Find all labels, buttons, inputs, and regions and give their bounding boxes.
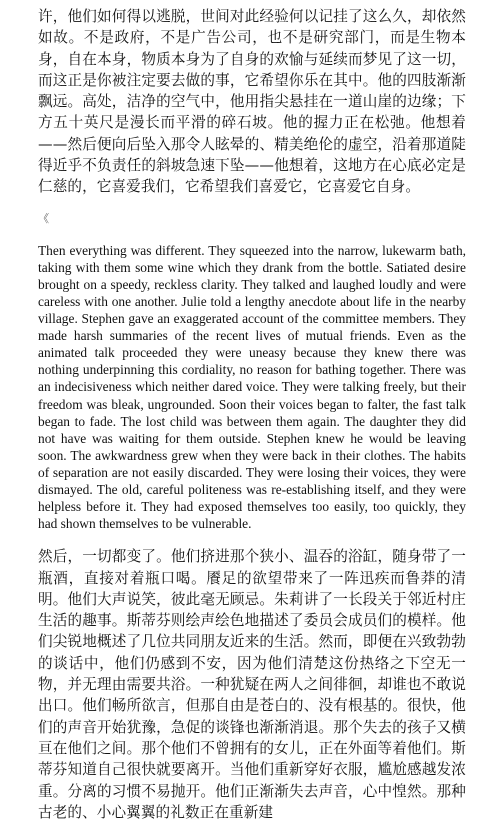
section-mark: 《 <box>38 211 49 225</box>
chinese-paragraph-top: 许，他们如何得以逃脱，世间对此经验何以记挂了这么久，却依然如故。不是政府，不是广告公司，也不是研究部门，而是生物本身，自在本身，物质本身为了自身的欢愉与延续而梦见了这一切，而这正是你被注定要去做的事，它希望你乐在其中。他的四肢渐渐飘远。高处，洁净的空气中，他用指尖悬挂在一道山崖的边缘；下方五十英尺是漫长而平滑的碎石坡。他的握力正在松弛。他想着——然后便向后坠入那令人眩晕的、精美绝伦的虚空，沿着那道陡得近乎不负责任的斜坡急速下坠——他想着，这地方在心底必定是仁慈的，它喜爱我们，它希望我们喜爱它，它喜爱它自身。 <box>38 8 466 196</box>
document-page <box>38 0 466 823</box>
english-paragraph: Then everything was different. They squeezed into the narrow, lukewarm bath, taking with them some wine which they drank from the bottle. Satiated desire brought on a speedy, reckless clarity. They talked and laughed loudly and were careless with one another. Julie told a lengthy anecdote about life in the nearby village. Stephen gave an exaggerated account of the committee members. They made harsh summaries of the recent lives of mutual friends. Even as the animated talk proceeded they were uneasy because they knew there was nothing underpinning this cordiality, no reason for bathing together. There was an indecisiveness which neither dared voice. They were talking freely, but their freedom was bleak, ungrounded. Soon their voices began to falter, the fast talk began to fade. The lost child was between them again. The daughter they did not have was waiting for them outside. Stephen knew he would be leaving soon. The awkwardness grew when they were back in their clothes. The habits of separation are not easily discarded. They were losing their voices, they were dismayed. The old, careful politeness was re-establishing itself, and they were helpless before it. They had exposed themselves too easily, too quickly, they had shown themselves to be vulnerable. <box>38 242 466 532</box>
chinese-paragraph-bottom: 然后，一切都变了。他们挤进那个狭小、温吞的浴缸，随身带了一瓶酒，直接对着瓶口喝。餍足的欲望带来了一阵迅疾而鲁莽的清明。他们大声说笑，彼此毫无顾忌。朱莉讲了一长段关于邻近村庄生活的趣事。斯蒂芬则绘声绘色地描述了委员会成员们的模样。他们尖锐地概述了几位共同朋友近来的生活。然而，即便在兴致勃勃的谈话中，他们仍感到不安，因为他们清楚这份热络之下空无一物，并无理由需要共浴。一种犹疑在两人之间徘徊，却谁也不敢说出口。他们畅所欲言，但那自由是苍白的、没有根基的。很快，他们的声音开始犹豫，急促的谈锋也渐渐消退。那个失去的孩子又横亘在他们之间。那个他们不曾拥有的女儿，正在外面等着他们。斯蒂芬知道自己很快就要离开。当他们重新穿好衣服，尴尬感越发浓重。分离的习惯不易抛开。他们正渐渐失去声音，心中惶然。那种古老的、小心翼翼的礼数正在重新建 <box>38 548 466 821</box>
